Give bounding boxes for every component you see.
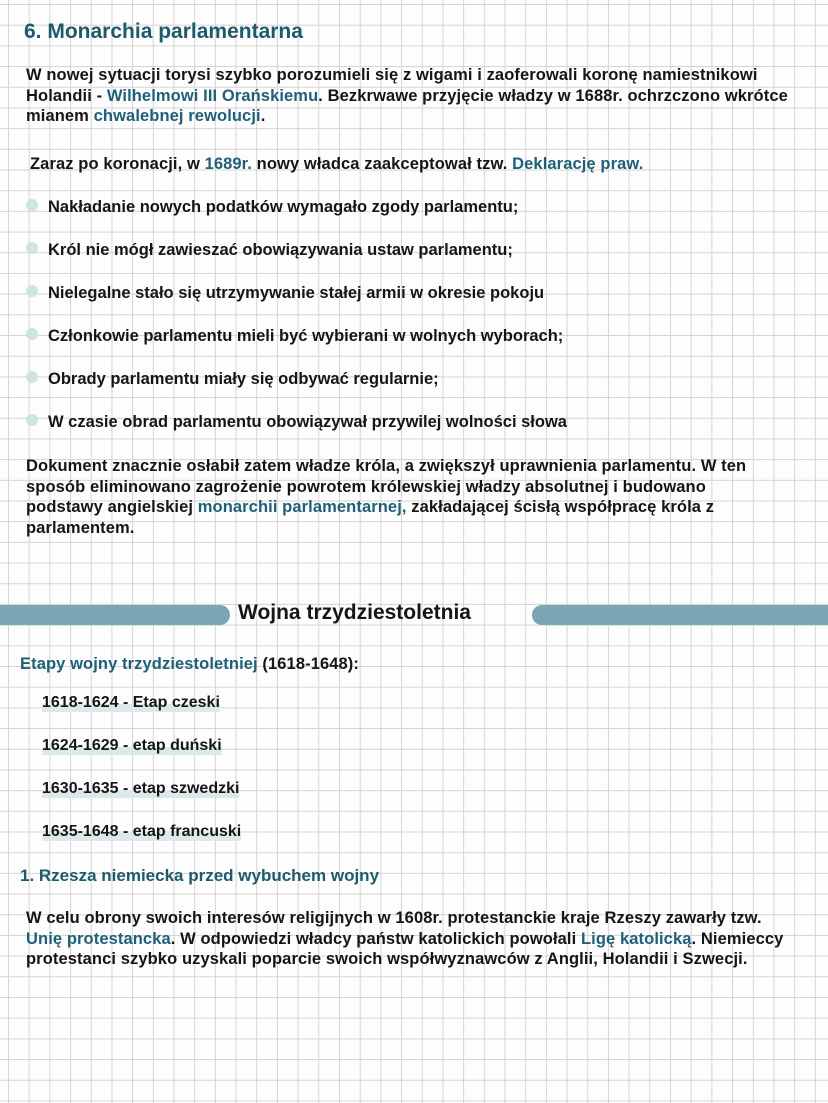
text: . W odpowiedzi władcy państw katolickich powołali <box>170 929 581 948</box>
list-item: Obrady parlamentu miały się odbywać regularnie; <box>48 370 439 388</box>
list-item: Nakładanie nowych podatków wymagało zgody parlamentu; <box>48 198 519 216</box>
text: . <box>260 107 266 125</box>
subsection-title: 1. Rzesza niemiecka przed wybuchem wojny <box>20 866 380 885</box>
text: . Bezkrwawe przyjęcie władzy w 1688r. ochrzczono wkrótce mianem <box>26 86 788 125</box>
highlight-term: Wilhelmowi III Orańskiemu <box>106 86 319 105</box>
text: . Niemieccy protestanci szybko uzyskali poparcie swoich współwyznawców z Anglii, Holandii i Szwecji. <box>26 929 784 968</box>
highlight-term: chwalebnej rewolucji <box>93 107 261 125</box>
highlight-term: monarchii parlamentarnej, <box>197 498 407 516</box>
text: Zaraz po koronacji, w <box>30 155 205 173</box>
highlight-term: Unię protestancka <box>26 929 171 948</box>
text: nowy władca zaakceptował tzw. <box>251 155 513 173</box>
text: W celu obrony swoich interesów religijnych w 1608r. protestanckie kraje Rzeszy zawarły tzw. <box>26 909 762 927</box>
bullet-icon <box>26 285 38 297</box>
list-item: Członkowie parlamentu mieli być wybierani w wolnych wyborach; <box>48 327 564 345</box>
highlight-term: Deklarację praw. <box>512 155 644 173</box>
bullet-icon <box>26 414 38 426</box>
list-item: 1630-1635 - etap szwedzki <box>42 780 240 797</box>
text: Dokument znacznie osłabił zatem władze króla, a zwiększył uprawnienia parlamentu. W ten sposób eliminowano zagrożenie powrotem królewskiej władzy absolutnej i budowano podstawy angielskiej <box>26 457 747 516</box>
paragraph-intro <box>26 65 796 127</box>
banner-title: Wojna trzydziestoletnia <box>238 601 471 624</box>
text: zakładającej ścisłą współpracę króla z parlamentem. <box>26 498 715 537</box>
paragraph-coronation <box>30 154 643 175</box>
list-item: Król nie mógł zawieszać obowiązywania ustaw parlamentu; <box>48 241 513 259</box>
bullet-icon <box>26 371 38 383</box>
banner-bar-left <box>0 605 230 625</box>
list-item: 1624-1629 - etap duński <box>42 737 222 754</box>
paragraph-rzesza <box>26 908 786 970</box>
stages-heading <box>20 654 359 675</box>
paragraph-summary <box>26 456 786 538</box>
highlight-term: Ligę katolicką <box>580 929 692 948</box>
bullet-icon <box>26 328 38 340</box>
list-item: W czasie obrad parlamentu obowiązywał przywilej wolności słowa <box>48 413 567 431</box>
list-item: 1635-1648 - etap francuski <box>42 823 242 840</box>
section-title: 6. Monarchia parlamentarna <box>24 20 303 43</box>
highlight-term: 1689r. <box>204 155 252 173</box>
bullet-icon <box>26 199 38 211</box>
stages-range: (1618-1648): <box>257 655 359 673</box>
bullet-icon <box>26 242 38 254</box>
stages-title: Etapy wojny trzydziestoletniej <box>20 655 258 673</box>
text: W nowej sytuacji torysi szybko porozumieli się z wigami i zaoferowali koronę namiestnikowi Holandii - <box>26 66 758 105</box>
list-item: 1618-1624 - Etap czeski <box>42 694 220 711</box>
banner-bar-right <box>532 605 828 625</box>
list-item: Nielegalne stało się utrzymywanie stałej armii w okresie pokoju <box>48 284 545 302</box>
